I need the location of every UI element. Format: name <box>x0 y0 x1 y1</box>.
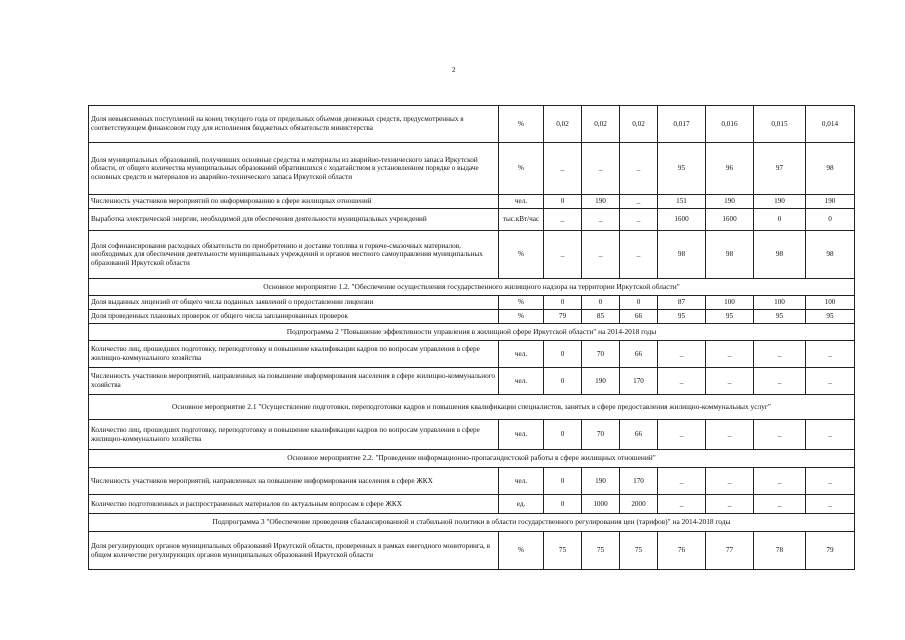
value-cell: _ <box>658 420 706 450</box>
indicators-table-body <box>89 106 855 570</box>
value-cell: 95 <box>658 143 706 195</box>
indicator-name: Количество подготовленных и распространенных материалов по актуальным вопросам в сфере ЖКХ <box>89 495 499 514</box>
value-cell: 70 <box>582 420 620 450</box>
unit-cell: чел. <box>499 195 544 209</box>
value-cell: _ <box>620 143 658 195</box>
indicator-name: Количество лиц, прошедших подготовку, переподготовку и повышение квалификации кадров по вопросам управления в сфере жилищно-коммунального хозяйства <box>89 341 499 368</box>
value-cell: 95 <box>754 310 806 324</box>
value-cell: 78 <box>754 532 806 570</box>
unit-cell: чел. <box>499 420 544 450</box>
section-title: Основное мероприятие 2.2. "Проведение информационно-пропагандистской работы в сфере жилищных отношений" <box>89 450 855 468</box>
value-cell: _ <box>658 341 706 368</box>
value-cell: 95 <box>658 310 706 324</box>
value-cell: 76 <box>658 532 706 570</box>
table-row <box>89 468 855 495</box>
value-cell: 0 <box>544 296 582 310</box>
value-cell: 100 <box>706 296 754 310</box>
value-cell: 75 <box>582 532 620 570</box>
unit-cell: % <box>499 296 544 310</box>
indicator-name: Доля регулирующих органов муниципальных образований Иркутской области, проверенных в рамках ежегодного мониторинга, в общем количестве регулирующих органов муниципальных образований Иркутской области <box>89 532 499 570</box>
unit-cell: % <box>499 106 544 143</box>
section-row <box>89 395 855 420</box>
section-title: Основное мероприятие 2.1 "Осуществление подготовки, переподготовки кадров и повышения квалификации специалистов, занятых в сфере предоставления жилищно-коммунальных услуг" <box>89 395 855 420</box>
indicator-name: Доля невыясненных поступлений на конец текущего года от предельных объемов денежных средств, предусмотренных в соответствующем финансовом году для исполнения бюджетных обязательств министерства <box>89 106 499 143</box>
unit-cell: чел. <box>499 468 544 495</box>
value-cell: 97 <box>754 143 806 195</box>
value-cell: 100 <box>806 296 855 310</box>
value-cell: _ <box>754 368 806 395</box>
indicator-name: Доля выданных лицензий от общего числа поданных заявлений о предоставлении лицензии <box>89 296 499 310</box>
value-cell: 0,017 <box>658 106 706 143</box>
unit-cell: чел. <box>499 368 544 395</box>
value-cell: 190 <box>582 468 620 495</box>
value-cell: 0 <box>544 495 582 514</box>
value-cell: 79 <box>806 532 855 570</box>
value-cell: _ <box>582 231 620 279</box>
value-cell: _ <box>620 209 658 231</box>
value-cell: 95 <box>806 310 855 324</box>
value-cell: _ <box>806 368 855 395</box>
value-cell: _ <box>658 368 706 395</box>
value-cell: _ <box>582 143 620 195</box>
unit-cell: % <box>499 532 544 570</box>
value-cell: 95 <box>706 310 754 324</box>
table-row <box>89 310 855 324</box>
value-cell: 98 <box>706 231 754 279</box>
section-row <box>89 324 855 341</box>
section-row <box>89 514 855 532</box>
indicator-name: Численность участников мероприятий, направленных на повышение информирования населения в сфере жилищно-коммунального хозяйства <box>89 368 499 395</box>
value-cell: 0,015 <box>754 106 806 143</box>
value-cell: 0,02 <box>544 106 582 143</box>
value-cell: _ <box>806 341 855 368</box>
indicator-name: Доля муниципальных образований, получивших основные средства и материалы из аварийно-технического запаса Иркутской области, от общего количества муниципальных образований обратившихся с ходатайством в установленном порядке о выдаче основных средств и материалов из аварийно-технического запаса Иркутской области <box>89 143 499 195</box>
value-cell: 0 <box>544 341 582 368</box>
value-cell: _ <box>754 341 806 368</box>
value-cell: 98 <box>658 231 706 279</box>
value-cell: _ <box>658 468 706 495</box>
value-cell: _ <box>544 209 582 231</box>
value-cell: 66 <box>620 310 658 324</box>
unit-cell: тыс.кВт/час <box>499 209 544 231</box>
value-cell: 1600 <box>658 209 706 231</box>
value-cell: _ <box>544 231 582 279</box>
unit-cell: % <box>499 231 544 279</box>
value-cell: _ <box>754 420 806 450</box>
value-cell: 98 <box>806 143 855 195</box>
indicator-name: Доля проведенных плановых проверок от общего числа запланированных проверок <box>89 310 499 324</box>
value-cell: _ <box>706 495 754 514</box>
table-row <box>89 195 855 209</box>
value-cell: 0 <box>806 209 855 231</box>
value-cell: 66 <box>620 341 658 368</box>
table-row <box>89 420 855 450</box>
value-cell: 0 <box>544 195 582 209</box>
value-cell: 0,016 <box>706 106 754 143</box>
value-cell: 66 <box>620 420 658 450</box>
unit-cell: % <box>499 143 544 195</box>
value-cell: 0 <box>544 468 582 495</box>
value-cell: 75 <box>620 532 658 570</box>
table-row <box>89 106 855 143</box>
table-row <box>89 209 855 231</box>
value-cell: _ <box>706 468 754 495</box>
table-row <box>89 495 855 514</box>
value-cell: 98 <box>806 231 855 279</box>
section-title: Подпрограмма 2 "Повышение эффективности управления в жилищной сфере Иркутской области" на 2014-2018 годы <box>89 324 855 341</box>
value-cell: _ <box>754 468 806 495</box>
table-row <box>89 296 855 310</box>
section-row <box>89 450 855 468</box>
value-cell: 79 <box>544 310 582 324</box>
value-cell: 70 <box>582 341 620 368</box>
section-row <box>89 279 855 296</box>
indicator-name: Выработка электрической энергии, необходимой для обеспечения деятельности муниципальных учреждений <box>89 209 499 231</box>
value-cell: 0 <box>544 420 582 450</box>
indicator-name: Численность участников мероприятий по информированию в сфере жилищных отношений <box>89 195 499 209</box>
value-cell: 100 <box>754 296 806 310</box>
value-cell: _ <box>706 341 754 368</box>
value-cell: _ <box>806 420 855 450</box>
table-row <box>89 231 855 279</box>
value-cell: _ <box>582 209 620 231</box>
value-cell: 1600 <box>706 209 754 231</box>
unit-cell: ед. <box>499 495 544 514</box>
indicators-table <box>88 105 855 570</box>
value-cell: _ <box>544 143 582 195</box>
section-title: Подпрограмма 3 "Обеспечение проведения сбалансированной и стабильной политики в области государственного регулирования цен (тарифов)" на 2014-2018 годы <box>89 514 855 532</box>
value-cell: 190 <box>806 195 855 209</box>
indicator-name: Численность участников мероприятий, направленных на повышение информирования населения в сфере ЖКХ <box>89 468 499 495</box>
value-cell: 190 <box>582 195 620 209</box>
value-cell: 0 <box>754 209 806 231</box>
value-cell: 190 <box>706 195 754 209</box>
value-cell: 0,014 <box>806 106 855 143</box>
value-cell: _ <box>658 495 706 514</box>
value-cell: 190 <box>582 368 620 395</box>
value-cell: 98 <box>754 231 806 279</box>
value-cell: _ <box>706 368 754 395</box>
value-cell: 96 <box>706 143 754 195</box>
value-cell: 75 <box>544 532 582 570</box>
page-number: 2 <box>452 66 456 74</box>
value-cell: 77 <box>706 532 754 570</box>
table-row <box>89 341 855 368</box>
value-cell: 1000 <box>582 495 620 514</box>
value-cell: _ <box>754 495 806 514</box>
value-cell: 0 <box>544 368 582 395</box>
value-cell: _ <box>706 420 754 450</box>
value-cell: 190 <box>754 195 806 209</box>
indicator-name: Количество лиц, прошедших подготовку, переподготовку и повышение квалификации кадров по вопросам управления в сфере жилищно-коммунального хозяйства <box>89 420 499 450</box>
value-cell: 151 <box>658 195 706 209</box>
value-cell: 85 <box>582 310 620 324</box>
value-cell: 0 <box>582 296 620 310</box>
value-cell: 2000 <box>620 495 658 514</box>
value-cell: _ <box>806 495 855 514</box>
value-cell: _ <box>806 468 855 495</box>
value-cell: 0,02 <box>582 106 620 143</box>
section-title: Основное мероприятие 1.2. "Обеспечение осуществления государственного жилищного надзора на территории Иркутской области" <box>89 279 855 296</box>
value-cell: _ <box>620 231 658 279</box>
unit-cell: % <box>499 310 544 324</box>
value-cell: 170 <box>620 468 658 495</box>
value-cell: 170 <box>620 368 658 395</box>
value-cell: 87 <box>658 296 706 310</box>
unit-cell: чел. <box>499 341 544 368</box>
table-row <box>89 532 855 570</box>
value-cell: _ <box>620 195 658 209</box>
table-row <box>89 368 855 395</box>
value-cell: 0,02 <box>620 106 658 143</box>
table-row <box>89 143 855 195</box>
indicator-name: Доля софинансирования расходных обязательств по приобретению и доставке топлива и горюче-смазочных материалов, необходимых для обеспечения деятельности муниципальных учреждений и органов местного самоуправления муниципальных образований Иркутской области <box>89 231 499 279</box>
value-cell: 0 <box>620 296 658 310</box>
